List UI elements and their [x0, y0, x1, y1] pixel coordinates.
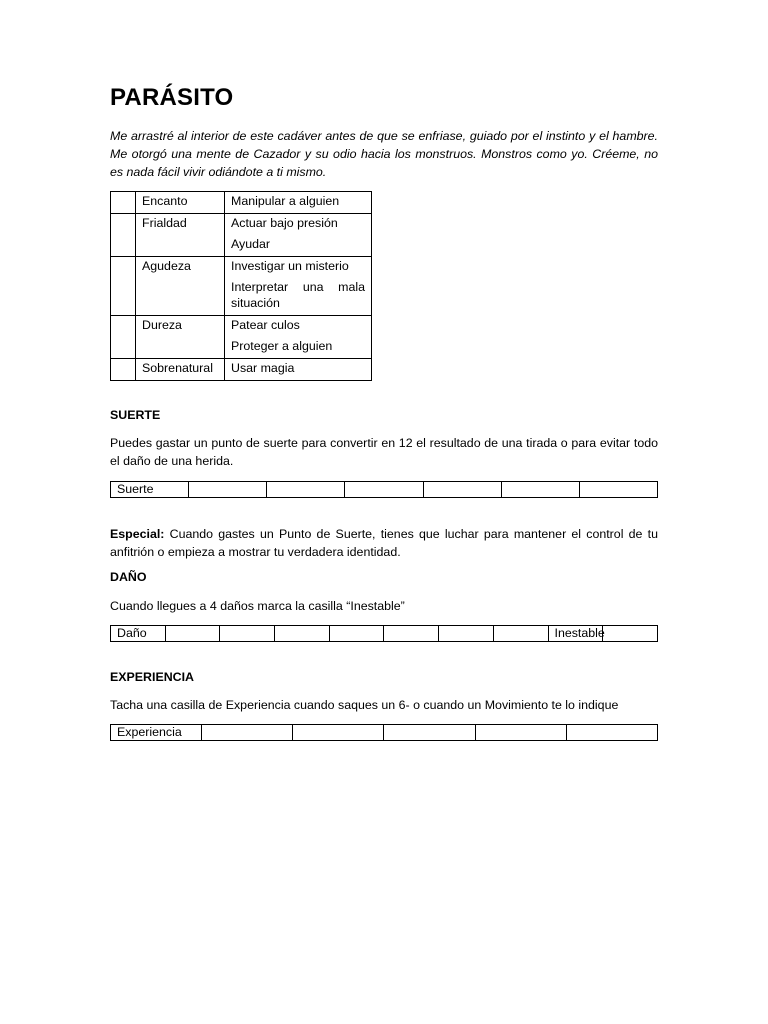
harm-track-label: Daño [111, 626, 166, 642]
harm-box[interactable] [165, 626, 220, 642]
experience-box[interactable] [293, 725, 384, 741]
page-title: PARÁSITO [110, 84, 234, 111]
stat-move: Actuar bajo presión [231, 216, 338, 230]
stat-row-agudeza [111, 257, 372, 316]
harm-heading: DAÑO [110, 570, 147, 584]
harm-box[interactable] [384, 626, 439, 642]
stat-move: Investigar un misterio [231, 259, 349, 273]
luck-box[interactable] [579, 482, 657, 498]
stat-value-box[interactable] [111, 257, 136, 316]
stat-move: Patear culos [231, 318, 300, 332]
luck-heading: SUERTE [110, 408, 161, 422]
special-text [110, 525, 658, 561]
harm-box[interactable] [439, 626, 494, 642]
stat-row-dureza [111, 316, 372, 359]
experience-box[interactable] [566, 725, 657, 741]
special-label: Especial: [110, 527, 165, 541]
luck-box[interactable] [189, 482, 267, 498]
stat-row-frialdad [111, 214, 372, 257]
stat-move: Ayudar [231, 237, 271, 251]
stat-move: Proteger a alguien [231, 339, 333, 353]
stat-name: Frialdad [142, 216, 187, 230]
harm-box[interactable] [329, 626, 384, 642]
stat-name: Dureza [142, 318, 182, 332]
harm-box[interactable] [220, 626, 275, 642]
special-body: Cuando gastes un Punto de Suerte, tienes que luchar para mantener el control de tu anfitrión o empieza a mostrar tu verdadera identidad. [110, 527, 658, 559]
harm-box[interactable] [275, 626, 330, 642]
luck-box[interactable] [501, 482, 579, 498]
experience-box[interactable] [475, 725, 566, 741]
harm-track [110, 625, 658, 642]
luck-text: Puedes gastar un punto de suerte para convertir en 12 el resultado de una tirada o para evitar todo el daño de una herida. [110, 436, 658, 468]
luck-track-label: Suerte [111, 482, 189, 498]
experience-heading: EXPERIENCIA [110, 670, 194, 684]
experience-box[interactable] [384, 725, 475, 741]
stat-value-box[interactable] [111, 359, 136, 381]
experience-track-label: Experiencia [111, 725, 202, 741]
stat-row-encanto [111, 192, 372, 214]
harm-box[interactable] [493, 626, 548, 642]
stat-name: Agudeza [142, 259, 191, 273]
stat-value-box[interactable] [111, 214, 136, 257]
experience-track [110, 724, 658, 741]
luck-box[interactable] [267, 482, 345, 498]
harm-unstable-box[interactable] [603, 626, 658, 642]
luck-box[interactable] [423, 482, 501, 498]
stat-value-box[interactable] [111, 192, 136, 214]
luck-box[interactable] [345, 482, 423, 498]
stat-name: Encanto [142, 194, 188, 208]
experience-box[interactable] [202, 725, 293, 741]
experience-text: Tacha una casilla de Experiencia cuando saques un 6- o cuando un Movimiento te lo indique [110, 698, 619, 712]
stat-move: Usar magia [231, 361, 295, 375]
stat-value-box[interactable] [111, 316, 136, 359]
stat-move: Interpretar una mala situación [231, 280, 365, 310]
stat-name: Sobrenatural [142, 361, 213, 375]
harm-text: Cuando llegues a 4 daños marca la casilla “Inestable” [110, 599, 405, 613]
stats-table [110, 191, 372, 381]
luck-track [110, 481, 658, 498]
intro-text: Me arrastré al interior de este cadáver antes de que se enfriase, guiado por el instinto y el hambre. Me otorgó una mente de Cazador y su odio hacia los monstruos. Monstros como yo. Créeme, no es nada fácil vivir odiándote a ti mismo. [110, 129, 658, 179]
harm-unstable-label: Inestable [548, 626, 603, 642]
stat-move: Manipular a alguien [231, 194, 340, 208]
stat-row-sobrenatural [111, 359, 372, 381]
